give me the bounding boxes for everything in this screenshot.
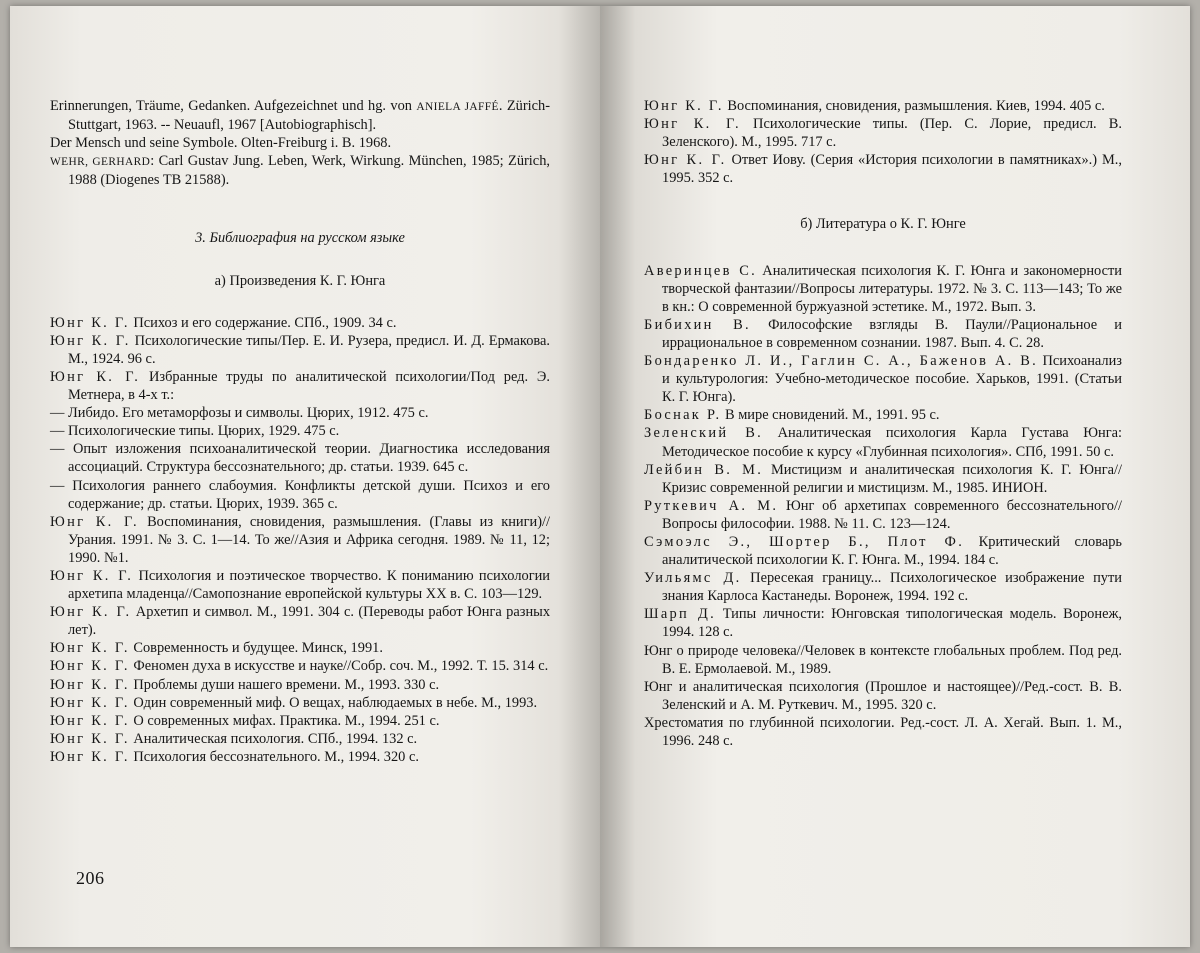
subheading-literature: б) Литература о К. Г. Юнге <box>800 216 966 233</box>
bibliography-entry <box>50 332 550 368</box>
entry-author: Юнг К. Г. <box>50 730 130 747</box>
bibliography-entry <box>50 422 550 440</box>
entry-author: Юнг К. Г. <box>50 567 134 584</box>
entry-text: — Либидо. Его метаморфозы и символы. Цюрих, 1912. 475 с. <box>50 405 429 422</box>
entry-text: Воспоминания, сновидения, размышления. Киев, 1994. 405 с. <box>727 98 1105 114</box>
bibliography-entry <box>50 314 550 332</box>
entry-author: Боснак Р. <box>644 407 722 424</box>
book-spread <box>10 6 1190 947</box>
bibliography-entry: Erinnerungen, Träume, Gedanken. Aufgezeichnet und hg. von ANIELA JAFFÉ. Zürich-Stuttgart, 1963. -- Neuaufl, 1967 [Autobiographisch]. <box>50 98 550 134</box>
bibliography-entry <box>50 440 550 476</box>
bibliography-entry <box>644 424 1122 460</box>
entry-author: Юнг К. Г. <box>50 314 130 331</box>
entry-text: Современность и будущее. Минск, 1991. <box>133 640 383 657</box>
bibliography-entry <box>644 533 1122 569</box>
entry-author: Юнг К. Г. <box>50 748 130 765</box>
entry-author: Лейбин В. М. <box>644 461 764 478</box>
entry-author: Юнг К. Г. <box>50 513 139 530</box>
entry-author: Шарп Д. <box>644 606 716 623</box>
bibliography-entry <box>50 657 550 675</box>
entry-text: Психология бессознательного. М., 1994. 320 с. <box>133 748 419 765</box>
entry-text: Мистицизм и аналитическая психология К. Г. Юнга//Кризис современной религии и мистицизм. М., 1985. ИНИОН. <box>662 461 1122 496</box>
entry-author: Бибихин В. <box>644 316 751 333</box>
entry-text: Аналитическая психология. СПб., 1994. 132 с. <box>133 730 418 747</box>
bibliography-entry <box>644 642 1122 678</box>
bibliography-entry <box>50 567 550 603</box>
entry-text: Критический словарь аналитической психологии К. Г. Юнга. М., 1994. 184 с. <box>662 533 1122 569</box>
entry-text: О современных мифах. Практика. М., 1994. 251 с. <box>133 712 440 729</box>
entry-author: Юнг К. Г. <box>644 116 741 133</box>
entry-text: — Опыт изложения психоаналитической теории. Диагностика исследования ассоциаций. Структура бессознательного; др. статьи. 1939. 645 с. <box>50 441 550 476</box>
section-heading: 3. Библиография на русском языке <box>195 230 405 247</box>
entry-author: Бондаренко Л. И., Гаглин С. А., Баженов А. В. <box>644 353 1039 370</box>
right-page-text <box>644 97 1122 750</box>
entry-author: Уильямс Д. <box>644 570 742 587</box>
entry-author: Юнг К. Г. <box>50 368 141 385</box>
entry-author: Юнг К. Г. <box>50 640 130 657</box>
bibliography-entry <box>50 748 550 766</box>
author-name: ANIELA JAFFÉ <box>416 101 499 113</box>
bibliography-entry <box>50 477 550 513</box>
right-page <box>600 6 1190 947</box>
subheading-works: а) Произведения К. Г. Юнга <box>214 272 386 289</box>
author-name: WEHR, GERHARD <box>50 156 151 169</box>
bibliography-entry <box>50 712 550 730</box>
bibliography-entry <box>50 730 550 748</box>
bibliography-entry: Der Mensch und seine Symbole. Olten-Freiburg i. B. 1968. <box>50 135 392 152</box>
entry-text: — Психологические типы. Цюрих, 1929. 475 с. <box>50 423 340 440</box>
entry-author: Юнг К. Г. <box>50 676 130 693</box>
entry-author: Аверинцев С. <box>644 262 758 279</box>
bibliography-entry <box>644 406 1122 424</box>
bibliography-entry <box>644 115 1122 151</box>
bibliography-entry <box>50 368 550 404</box>
literature-list <box>644 262 1122 751</box>
bibliography-entry <box>50 694 550 712</box>
entry-text: Психоанализ и культурология: Учебно-методическое пособие. Харьков, 1991. (Статьи К. Г. Юнга). <box>662 353 1122 406</box>
entry-text: — Психология раннего слабоумия. Конфликты детской души. Психоз и его содержание; др. статьи. Цюрих, 1939. 365 с. <box>50 477 550 512</box>
bibliography-entry <box>644 497 1122 533</box>
entry-text: Аналитическая психология Карла Густава Юнга: Методическое пособие к курсу «Глубинная психология». СПб, 1991. 50 с. <box>662 425 1122 460</box>
entry-author: Юнг К. Г. <box>644 98 724 114</box>
bibliography-entry <box>50 639 550 657</box>
entry-author: Юнг К. Г. <box>50 604 132 621</box>
entry-text: Проблемы души нашего времени. М., 1993. 330 с. <box>133 676 440 693</box>
entry-author: Юнг К. Г. <box>50 332 131 349</box>
entry-text: Типы личности: Юнговская типологическая модель. Воронеж, 1994. 128 с. <box>662 606 1122 641</box>
left-page <box>10 6 600 947</box>
entry-text: Психология и поэтическое творчество. К пониманию психологии архетипа младенца//Самопознание европейской культуры XX в. С. 103—129. <box>68 567 550 603</box>
entry-text: Архетип и символ. М., 1991. 304 с. (Переводы работ Юнга разных лет). <box>68 604 551 639</box>
bibliography-entry <box>644 151 1122 187</box>
entry-author: Юнг К. Г. <box>50 712 130 729</box>
entry-text: Хрестоматия по глубинной психологии. Ред.-сост. Л. А. Хегай. Вып. 1. М., 1996. 248 с. <box>644 714 1122 749</box>
bibliography-entry: WEHR, GERHARD: Carl Gustav Jung. Leben, Werk, Wirkung. München, 1985; Zürich, 1988 (Diogenes TB 21588). <box>50 153 550 189</box>
bibliography-entry <box>644 316 1122 352</box>
entry-text: Пересекая границу... Психологическое изображение пути знания Карлоса Кастанеды. Воронеж, 1994. 192 с. <box>662 570 1122 605</box>
bibliography-entry <box>644 262 1122 316</box>
entry-text: Психоз и его содержание. СПб., 1909. 34 с. <box>133 314 397 331</box>
page-number: 206 <box>76 868 105 888</box>
entry-text: Аналитическая психология К. Г. Юнга и закономерности творческой фантазии//Вопросы литературы. 1972. № 3. С. 113—143; То же в кн.: О современной буржуазной эстетике. М., 1972. Вып. 3. <box>662 262 1122 315</box>
bibliography-entry <box>644 605 1122 641</box>
bibliography-entry <box>50 513 550 567</box>
entry-author: Юнг К. Г. <box>644 152 727 169</box>
entry-author: Руткевич А. М. <box>644 497 779 514</box>
bibliography-entry <box>50 676 550 694</box>
bibliography-entry <box>50 404 550 422</box>
entry-text: Воспоминания, сновидения, размышления. (Главы из книги)//Урания. 1991. № 3. С. 1—14. То же//Азия и Африка сегодня. 1989. № 11, 12; 1990. №1. <box>68 513 550 566</box>
left-page-text <box>50 97 550 766</box>
works-list-continued <box>644 97 1122 187</box>
bibliography-entry <box>644 461 1122 497</box>
entry-text: Психологические типы/Пер. Е. И. Рузера, предисл. И. Д. Ермакова. М., 1924. 96 с. <box>68 332 550 367</box>
entry-text: В мире сновидений. М., 1991. 95 с. <box>725 407 940 424</box>
entry-text: Психологические типы. (Пер. С. Лорие, предисл. В. Зеленского). М., 1995. 717 с. <box>662 116 1122 151</box>
bibliography-entry <box>644 569 1122 605</box>
entry-text: Избранные труды по аналитической психологии/Под ред. Э. Метнера, в 4-х т.: <box>68 368 550 404</box>
entry-text: Философские взгляды В. Паули//Рациональное и иррациональное в современном сознании. 1987. Вып. 4. С. 28. <box>662 316 1122 351</box>
works-list <box>50 314 550 766</box>
entry-author: Зеленский В. <box>644 425 764 442</box>
entry-author: Юнг К. Г. <box>50 658 130 675</box>
entry-author: Сэмоэлс Э., Шортер Б., Плот Ф. <box>644 533 965 550</box>
entry-text: Один современный миф. О вещах, наблюдаемых в небе. М., 1993. <box>133 694 538 711</box>
entry-author: Юнг К. Г. <box>50 694 130 711</box>
entry-text: Юнг о природе человека//Человек в контексте глобальных проблем. Под ред. В. Е. Ермолаевой. М., 1989. <box>644 642 1122 677</box>
bibliography-entry <box>644 352 1122 406</box>
german-bibliography <box>50 97 550 189</box>
bibliography-entry <box>644 97 1122 115</box>
entry-text: Ответ Иову. (Серия «История психологии в памятниках».) М., 1995. 352 с. <box>662 152 1122 187</box>
entry-text: Юнг об архетипах современного бессознательного//Вопросы философии. 1988. № 11. С. 123—124. <box>662 497 1122 532</box>
entry-text: Феномен духа в искусстве и науке//Собр. соч. М., 1992. Т. 15. 314 с. <box>133 658 549 675</box>
bibliography-entry <box>644 714 1122 750</box>
bibliography-entry <box>50 603 550 639</box>
entry-text: Юнг и аналитическая психология (Прошлое и настоящее)//Ред.-сост. В. В. Зеленский и А. М. Руткевич. М., 1995. 320 с. <box>644 678 1122 713</box>
bibliography-entry <box>644 678 1122 714</box>
